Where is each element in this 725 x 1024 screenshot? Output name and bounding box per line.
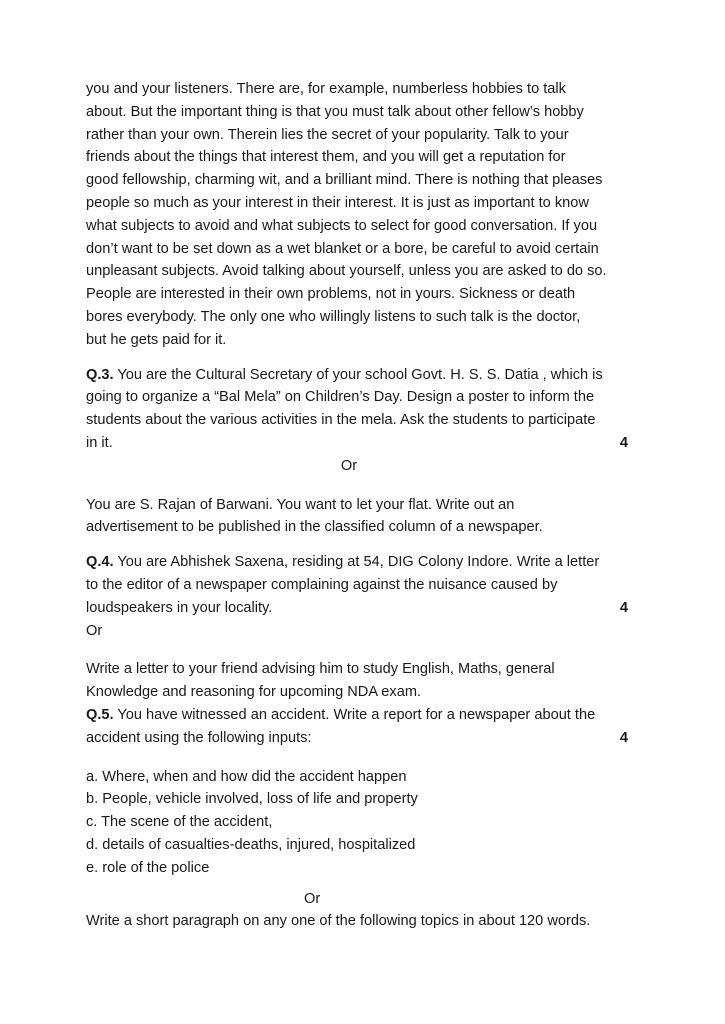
passage-line: but he gets paid for it. — [86, 331, 227, 348]
passage-line: People are interested in their own problems, not in yours. Sickness or death — [86, 286, 576, 303]
question-5-line: Q.5. You have witnessed an accident. Write a report for a newspaper about the — [86, 706, 596, 723]
question-4-alt-line: Knowledge and reasoning for upcoming NDA exam. — [86, 684, 422, 701]
list-item: b. People, vehicle involved, loss of life and property — [86, 791, 418, 808]
question-4 — [86, 551, 642, 704]
passage-line: friends about the things that interest them, and you will get a reputation for — [86, 149, 566, 166]
question-4-marks: 4 — [619, 599, 628, 616]
passage — [86, 78, 642, 352]
list-item: c. The scene of the accident, — [86, 814, 273, 831]
question-3-or: Or — [340, 457, 358, 474]
passage-line: you and your listeners. There are, for example, numberless hobbies to talk — [86, 81, 566, 97]
list-item: a. Where, when and how did the accident happen — [86, 768, 407, 785]
question-4-alt-line: Write a letter to your friend advising him to study English, Maths, general — [86, 661, 555, 678]
question-5-number: Q.5. — [86, 706, 114, 723]
document-page — [86, 78, 642, 933]
question-3 — [86, 364, 642, 540]
question-3-line: students about the various activities in the mela. Ask the students to participate — [86, 412, 596, 429]
question-3-line: Q.3. You are the Cultural Secretary of your school Govt. H. S. S. Datia , which is — [86, 366, 603, 383]
question-5-last-line: accident using the following inputs: 4 — [86, 727, 642, 750]
question-3-last-line: in it. 4 — [86, 432, 642, 455]
question-4-line: to the editor of a newspaper complaining against the nuisance caused by — [86, 576, 558, 593]
passage-line: what subjects to avoid and what subjects to select for good conversation. If you — [86, 217, 598, 234]
list-item: e. role of the police — [86, 859, 210, 876]
question-5-or: Or — [304, 890, 321, 907]
question-4-last-line: loudspeakers in your locality. 4 — [86, 597, 642, 620]
question-5-alt-line: Write a short paragraph on any one of the following topics in about 120 words. — [86, 913, 591, 930]
passage-line: rather than your own. Therein lies the secret of your popularity. Talk to your — [86, 126, 569, 143]
question-3-alt-line: You are S. Rajan of Barwani. You want to let your flat. Write out an — [86, 496, 515, 513]
passage-line: bores everybody. The only one who willingly listens to such talk is the doctor, — [86, 308, 581, 325]
question-4-or: Or — [86, 622, 103, 639]
question-3-alt-line: advertisement to be published in the classified column of a newspaper. — [86, 519, 543, 536]
list-item: d. details of casualties-deaths, injured, hospitalized — [86, 836, 416, 853]
passage-line: people so much as your interest in their interest. It is just as important to know — [86, 194, 589, 211]
passage-line: about. But the important thing is that you must talk about other fellow’s hobby — [86, 103, 584, 120]
question-4-line: Q.4. You are Abhishek Saxena, residing at 54, DIG Colony Indore. Write a letter — [86, 554, 600, 571]
question-4-number: Q.4. — [86, 554, 114, 571]
passage-line: don’t want to be set down as a wet blanket or a bore, be careful to avoid certain — [86, 240, 599, 257]
question-5 — [86, 704, 642, 933]
passage-line: good fellowship, charming wit, and a brilliant mind. There is nothing that pleases — [86, 172, 603, 189]
question-3-number: Q.3. — [86, 366, 114, 383]
question-5-marks: 4 — [619, 729, 628, 746]
question-3-line: going to organize a “Bal Mela” on Children’s Day. Design a poster to inform the — [86, 389, 595, 406]
question-3-marks: 4 — [619, 434, 628, 451]
passage-line: unpleasant subjects. Avoid talking about yourself, unless you are asked to do so. — [86, 263, 607, 280]
